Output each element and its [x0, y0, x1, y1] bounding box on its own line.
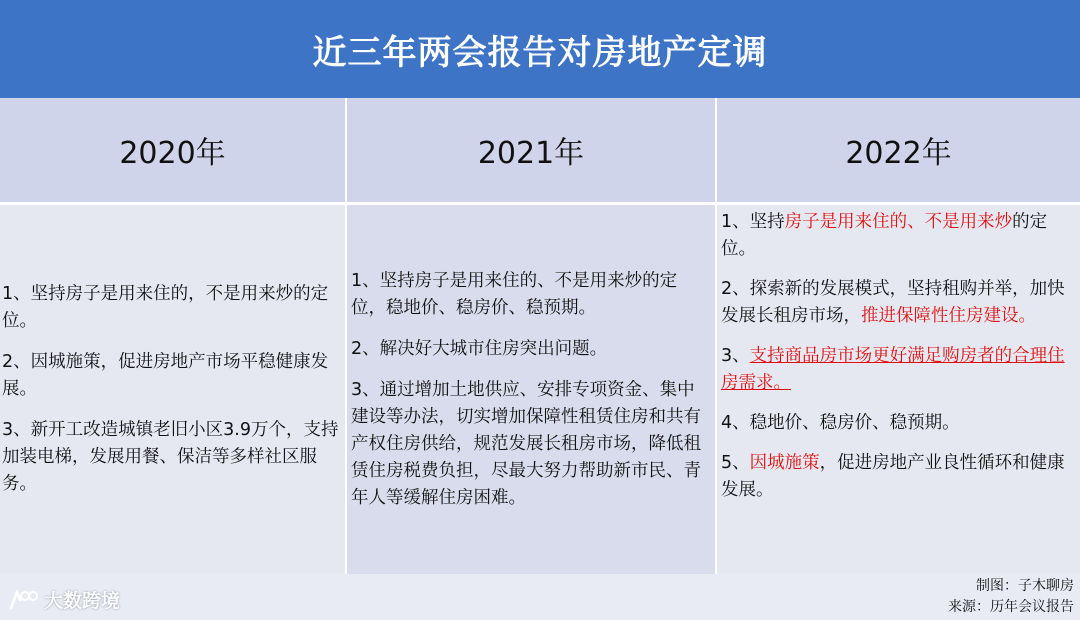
year-header-2021: 2021年 [347, 98, 717, 202]
item-text: 1、坚持 [721, 212, 785, 232]
title-bar [0, 0, 1080, 98]
item-text: 3、新开工改造城镇老旧小区3.9万个，支持加装电梯，发展用餐、保洁等多样社区服务。 [2, 420, 339, 494]
item-text: ，促进房地产业良性循环和健康发展。 [721, 453, 1065, 500]
item-text: 2、因城施策，促进房地产市场平稳健康发展。 [2, 352, 329, 399]
policy-item [351, 377, 709, 512]
page-title: 近三年两会报告对房地产定调 [312, 32, 768, 73]
policy-item [2, 349, 339, 403]
item-text: 2、解决好大城市住房突出问题。 [351, 338, 608, 359]
data-source: 来源：历年会议报告 [948, 599, 1074, 615]
policy-item [2, 417, 339, 498]
policy-item [721, 343, 1074, 397]
highlighted-text: 因城施策 [749, 453, 820, 473]
item-text: 5、 [721, 453, 750, 473]
chart-maker: 制图：子木聊房 [976, 578, 1074, 594]
watermark [8, 586, 120, 613]
item-text: 2、探索新的发展模式，坚持租购并举，加快发展长租房市场， [721, 279, 1065, 326]
policy-column-2022 [717, 202, 1080, 574]
policy-item [351, 336, 709, 363]
item-text: 1、坚持房子是用来住的、不是用来炒的定位，稳地价、稳房价、稳预期。 [351, 270, 678, 318]
item-text: 3、 [721, 346, 750, 366]
year-header-2020: 2020年 [0, 98, 347, 202]
footer [0, 574, 1080, 620]
policy-item [351, 268, 709, 322]
watermark-logo-icon [8, 588, 38, 612]
item-text: 3、通过增加土地供应、安排专项资金、集中建设等办法，切实增加保障性租赁住房和共有产权住房供给，规范发展长租房市场，降低租赁住房税费负担，尽最大努力帮助新市民、青年人等缓解住房困难。 [351, 379, 701, 508]
item-text: 4、稳地价、稳房价、稳预期。 [721, 413, 960, 433]
item-text: 的定位。 [721, 212, 1048, 259]
policy-item [721, 276, 1074, 330]
comparison-table [0, 98, 1080, 574]
credits [948, 576, 1074, 618]
policy-column-2020 [0, 202, 347, 574]
year-header-2022: 2022年 [717, 98, 1080, 202]
policy-item [721, 410, 1074, 437]
policy-item [2, 281, 339, 335]
highlighted-text: 房子是用来住的、不是用来炒 [784, 212, 1013, 232]
policy-item [721, 450, 1074, 504]
policy-column-2021 [347, 202, 717, 574]
policy-item [721, 209, 1074, 263]
item-text: 1、坚持房子是用来住的，不是用来炒的定位。 [2, 284, 329, 331]
watermark-text: 大数跨境 [44, 590, 121, 612]
highlighted-text: 支持商品房市场更好满足购房者的合理住房需求。 [721, 346, 1065, 393]
highlighted-text: 推进保障性住房建设。 [861, 306, 1036, 326]
